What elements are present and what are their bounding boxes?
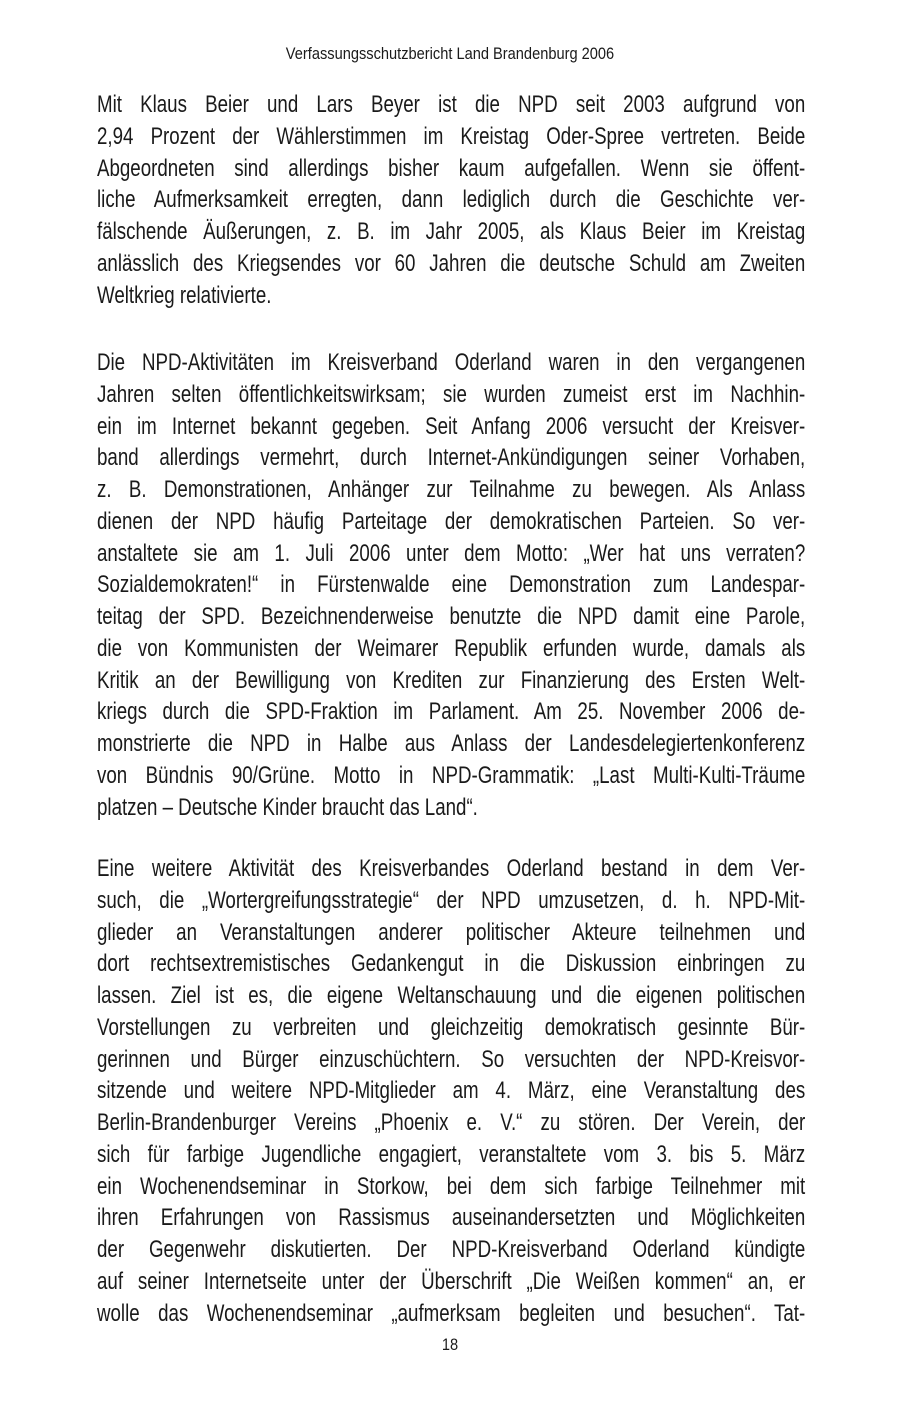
text-line: gerinnen und Bürger einzuschüchtern. So versuchten der NPD-Kreisvor- bbox=[97, 1045, 806, 1073]
text-line: sitzende und weitere NPD-Mitglieder am 4. März, eine Veranstaltung des bbox=[97, 1077, 806, 1105]
text-line: fälschende Äußerungen, z. B. im Jahr 2005, als Klaus Beier im Kreistag bbox=[97, 218, 806, 245]
text-line: Mit Klaus Beier und Lars Beyer ist die NPD seit 2003 aufgrund von bbox=[97, 91, 806, 118]
text-line: lassen. Ziel ist es, die eigene Weltanschauung und die eigenen politischen bbox=[97, 982, 806, 1009]
paragraph-2 bbox=[97, 347, 805, 823]
text-line: Weltkrieg relativierte. bbox=[97, 281, 272, 309]
paragraph-1 bbox=[97, 89, 805, 311]
text-line: Die NPD-Aktivitäten im Kreisverband Oderland waren in den vergangenen bbox=[97, 349, 806, 376]
text-line: anlässlich des Kriegsendes vor 60 Jahren die deutsche Schuld am Zweiten bbox=[97, 249, 806, 277]
text-line: dienen der NPD häufig Parteitage der demokratischen Parteien. So ver- bbox=[97, 507, 806, 535]
text-line: 2,94 Prozent der Wählerstimmen im Kreistag Oder-Spree vertreten. Beide bbox=[97, 122, 806, 150]
text-line: teitag der SPD. Bezeichnenderweise benutzte die NPD damit eine Parole, bbox=[97, 603, 806, 630]
text-line: z. B. Demonstrationen, Anhänger zur Teilnahme zu bewegen. Als Anlass bbox=[97, 476, 806, 503]
text-line: die von Kommunisten der Weimarer Republik erfunden wurde, damals als bbox=[97, 634, 806, 662]
paragraph-3 bbox=[97, 853, 805, 1329]
text-line: sich für farbige Jugendliche engagiert, veranstaltete vom 3. bis 5. März bbox=[97, 1140, 806, 1168]
text-line: Abgeordneten sind allerdings bisher kaum aufgefallen. Wenn sie öffent- bbox=[97, 154, 806, 182]
text-line: liche Aufmerksamkeit erregten, dann lediglich durch die Geschichte ver- bbox=[97, 186, 806, 214]
text-line: auf seiner Internetseite unter der Überschrift „Die Weißen kommen“ an, er bbox=[97, 1267, 806, 1295]
text-line: Eine weitere Aktivität des Kreisverbandes Oderland bestand in dem Ver- bbox=[97, 855, 806, 882]
text-line: band allerdings vermehrt, durch Internet-Ankündigungen seiner Vorhaben, bbox=[97, 444, 806, 472]
text-line: platzen – Deutsche Kinder braucht das Land“. bbox=[97, 793, 478, 821]
text-line: der Gegenwehr diskutierten. Der NPD-Kreisverband Oderland kündigte bbox=[97, 1236, 806, 1263]
text-line: Sozialdemokraten!“ in Fürstenwalde eine Demonstration zum Landespar- bbox=[97, 571, 806, 599]
text-line: kriegs durch die SPD-Fraktion im Parlament. Am 25. November 2006 de- bbox=[97, 698, 806, 726]
text-line: Berlin-Brandenburger Vereins „Phoenix e. V.“ zu stören. Der Verein, der bbox=[97, 1109, 806, 1136]
text-line: such, die „Wortergreifungsstrategie“ der NPD umzusetzen, d. h. NPD-Mit- bbox=[97, 886, 806, 914]
text-line: Kritik an der Bewilligung von Krediten zur Finanzierung des Ersten Welt- bbox=[97, 666, 806, 694]
text-line: dort rechtsextremistisches Gedankengut in die Diskussion einbringen zu bbox=[97, 950, 806, 978]
text-line: ihren Erfahrungen von Rassismus auseinandersetzten und Möglichkeiten bbox=[97, 1204, 806, 1232]
text-line: glieder an Veranstaltungen anderer politischer Akteure teilnehmen und bbox=[97, 918, 806, 946]
text-line: von Bündnis 90/Grüne. Motto in NPD-Grammatik: „Last Multi-Kulti-Träume bbox=[97, 761, 806, 789]
text-line: monstrierte die NPD in Halbe aus Anlass der Landesdelegiertenkonferenz bbox=[97, 730, 806, 757]
text-line: Jahren selten öffentlichkeitswirksam; sie wurden zumeist erst im Nachhin- bbox=[97, 380, 806, 408]
text-line: anstaltete sie am 1. Juli 2006 unter dem Motto: „Wer hat uns verraten? bbox=[97, 539, 806, 567]
text-line: wolle das Wochenendseminar „aufmerksam begleiten und besuchen“. Tat- bbox=[97, 1299, 806, 1327]
text-line: ein Wochenendseminar in Storkow, bei dem sich farbige Teilnehmer mit bbox=[97, 1172, 806, 1200]
text-line: ein im Internet bekannt gegeben. Seit Anfang 2006 versucht der Kreisver- bbox=[97, 412, 806, 440]
running-header: Verfassungsschutzbericht Land Brandenburg 2006 bbox=[285, 44, 615, 63]
page-number: 18 bbox=[441, 1335, 459, 1354]
text-line: Vorstellungen zu verbreiten und gleichzeitig demokratisch gesinnte Bür- bbox=[97, 1013, 806, 1041]
